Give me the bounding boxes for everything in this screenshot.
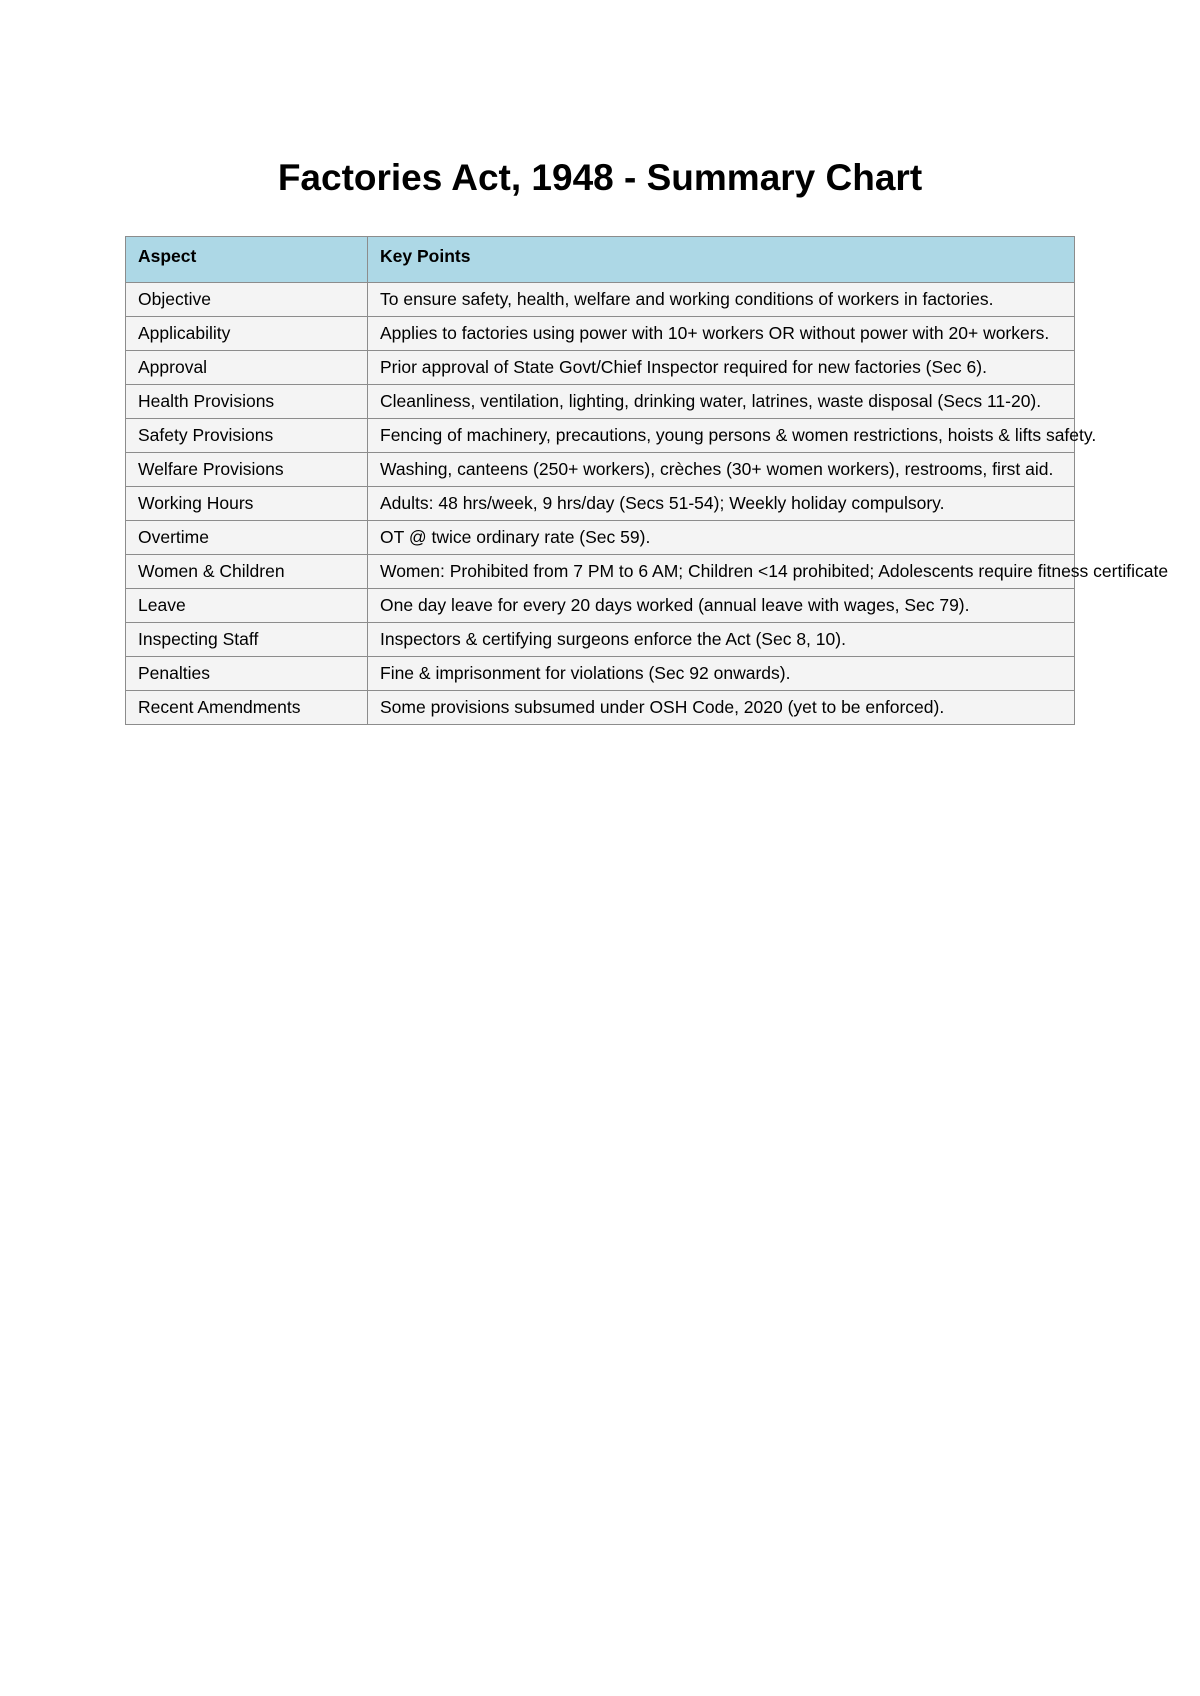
- aspect-cell: Welfare Provisions: [126, 453, 368, 487]
- table-row: [126, 623, 1075, 657]
- key-points-cell: Women: Prohibited from 7 PM to 6 AM; Children <14 prohibited; Adolescents require fitness certificate: [368, 555, 1075, 589]
- key-points-cell: Fencing of machinery, precautions, young persons & women restrictions, hoists & lifts safety.: [368, 419, 1075, 453]
- key-points-cell: OT @ twice ordinary rate (Sec 59).: [368, 521, 1075, 555]
- aspect-cell: Inspecting Staff: [126, 623, 368, 657]
- key-points-cell: Some provisions subsumed under OSH Code, 2020 (yet to be enforced).: [368, 691, 1075, 725]
- key-points-cell: Applies to factories using power with 10+ workers OR without power with 20+ workers.: [368, 317, 1075, 351]
- table-row: [126, 453, 1075, 487]
- key-points-cell: To ensure safety, health, welfare and working conditions of workers in factories.: [368, 283, 1075, 317]
- aspect-cell: Leave: [126, 589, 368, 623]
- aspect-cell: Penalties: [126, 657, 368, 691]
- key-points-cell: Fine & imprisonment for violations (Sec 92 onwards).: [368, 657, 1075, 691]
- table-row: [126, 283, 1075, 317]
- aspect-cell: Working Hours: [126, 487, 368, 521]
- page-title: Factories Act, 1948 - Summary Chart: [277, 157, 923, 198]
- aspect-cell: Applicability: [126, 317, 368, 351]
- aspect-cell: Overtime: [126, 521, 368, 555]
- table-row: [126, 351, 1075, 385]
- column-header-key-points: Key Points: [368, 237, 1075, 283]
- column-header-aspect: Aspect: [126, 237, 368, 283]
- key-points-cell: One day leave for every 20 days worked (annual leave with wages, Sec 79).: [368, 589, 1075, 623]
- table-row: [126, 385, 1075, 419]
- key-points-cell: Washing, canteens (250+ workers), crèches (30+ women workers), restrooms, first aid.: [368, 453, 1075, 487]
- aspect-cell: Health Provisions: [126, 385, 368, 419]
- table-header-row: [126, 237, 1075, 283]
- aspect-cell: Objective: [126, 283, 368, 317]
- summary-table: [125, 236, 1169, 725]
- table-row: [126, 317, 1075, 351]
- aspect-cell: Approval: [126, 351, 368, 385]
- aspect-cell: Recent Amendments: [126, 691, 368, 725]
- table-row: [126, 555, 1075, 589]
- key-points-cell: Prior approval of State Govt/Chief Inspector required for new factories (Sec 6).: [368, 351, 1075, 385]
- table-row: [126, 691, 1075, 725]
- table-row: [126, 657, 1075, 691]
- aspect-cell: Women & Children: [126, 555, 368, 589]
- key-points-cell: Inspectors & certifying surgeons enforce the Act (Sec 8, 10).: [368, 623, 1075, 657]
- table-row: [126, 487, 1075, 521]
- key-points-cell: Adults: 48 hrs/week, 9 hrs/day (Secs 51-54); Weekly holiday compulsory.: [368, 487, 1075, 521]
- table-row: [126, 589, 1075, 623]
- key-points-cell: Cleanliness, ventilation, lighting, drinking water, latrines, waste disposal (Secs 11-20).: [368, 385, 1075, 419]
- table-row: [126, 419, 1075, 453]
- aspect-cell: Safety Provisions: [126, 419, 368, 453]
- table-row: [126, 521, 1075, 555]
